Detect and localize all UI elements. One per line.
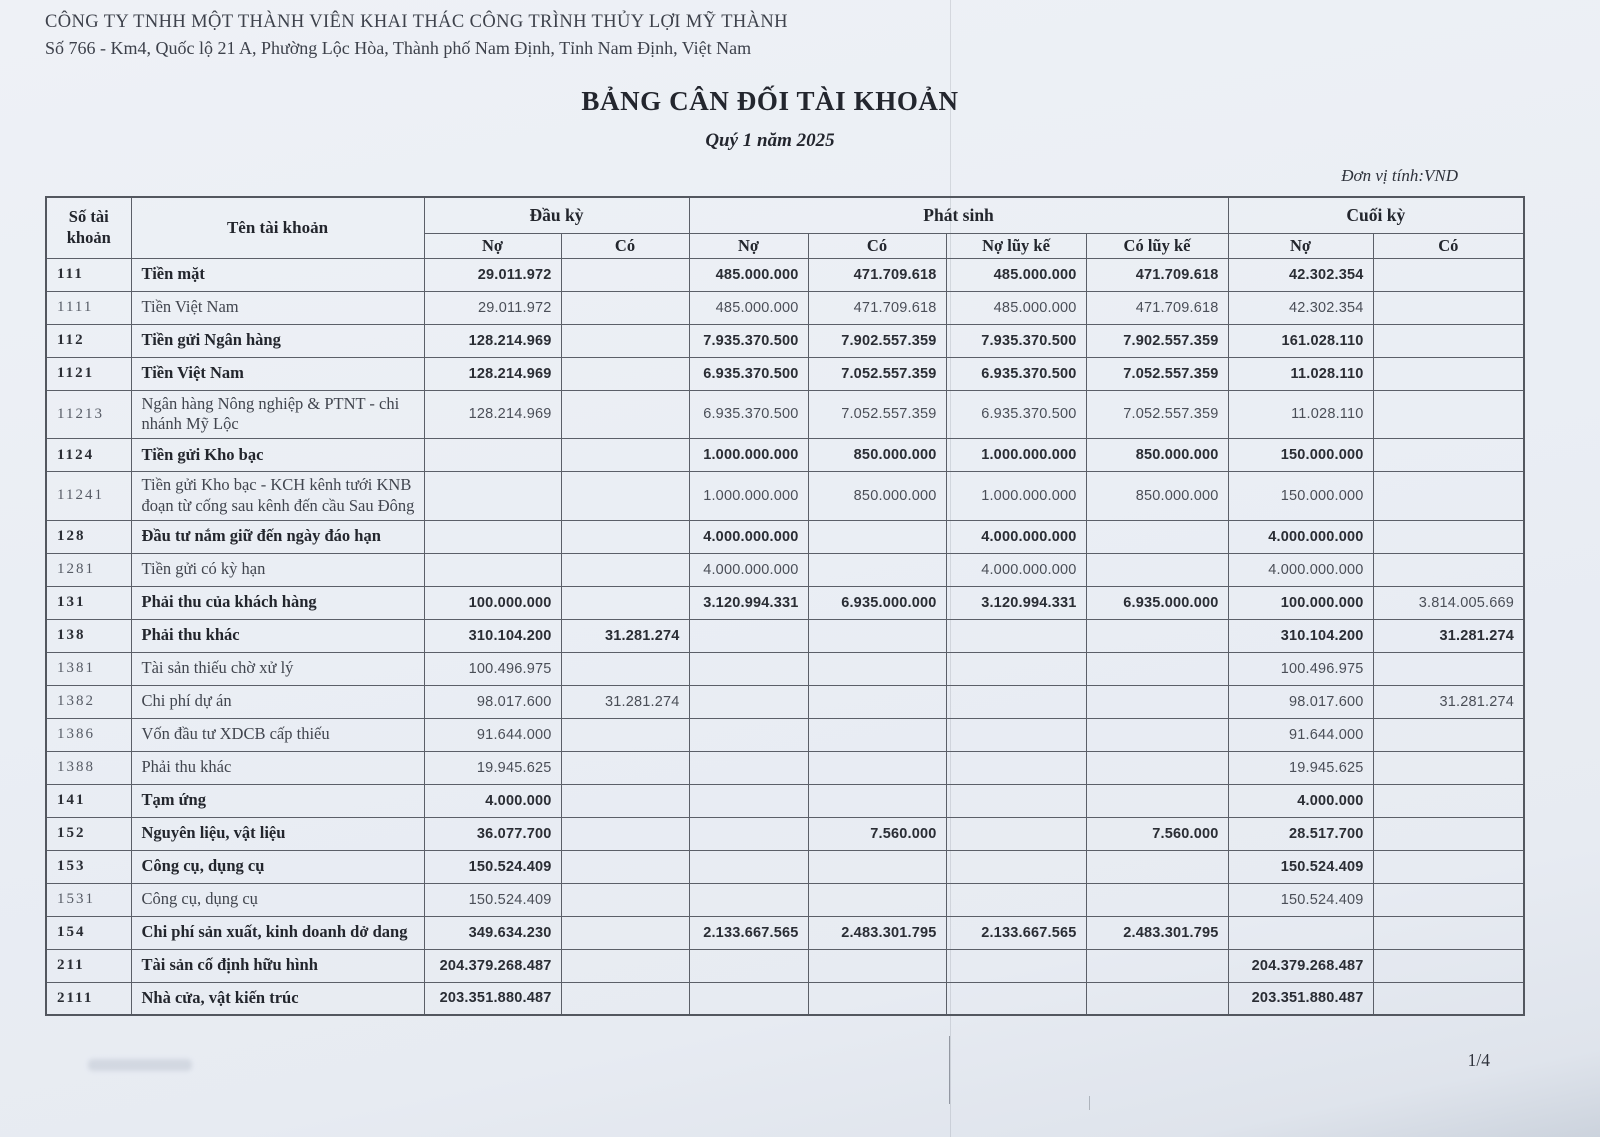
amount-cell-movement_debit_accum: 6.935.370.500 [946, 357, 1086, 390]
amount-cell-opening_debit: 29.011.972 [424, 258, 561, 291]
amount-cell-closing_debit: 28.517.700 [1228, 817, 1373, 850]
account-code-cell: 11213 [46, 390, 131, 439]
account-code-cell: 1382 [46, 685, 131, 718]
table-row [46, 586, 1524, 619]
amount-cell-closing_debit: 204.379.268.487 [1228, 949, 1373, 982]
amount-cell-opening_credit [561, 784, 689, 817]
amount-cell-opening_debit: 128.214.969 [424, 390, 561, 439]
account-code-cell: 1381 [46, 652, 131, 685]
table-row [46, 520, 1524, 553]
amount-cell-movement_debit_accum [946, 619, 1086, 652]
header-account-number: Số tài khoản [46, 197, 131, 258]
amount-cell-opening_debit: 100.000.000 [424, 586, 561, 619]
amount-cell-movement_credit_accum: 7.902.557.359 [1086, 324, 1228, 357]
amount-cell-opening_debit: 4.000.000 [424, 784, 561, 817]
account-name-cell: Tiền gửi Kho bạc [131, 439, 424, 472]
amount-cell-movement_debit_accum [946, 817, 1086, 850]
table-row [46, 784, 1524, 817]
amount-cell-movement_credit [808, 751, 946, 784]
table-row [46, 982, 1524, 1015]
header-movement-credit-accum: Có lũy kế [1086, 233, 1228, 258]
account-code-cell: 1121 [46, 357, 131, 390]
table-row [46, 916, 1524, 949]
amount-cell-movement_credit_accum [1086, 652, 1228, 685]
company-address: Số 766 - Km4, Quốc lộ 21 A, Phường Lộc Hòa, Thành phố Nam Định, Tỉnh Nam Định, Việt Nam [45, 38, 752, 58]
table-row [46, 553, 1524, 586]
amount-cell-movement_credit [808, 685, 946, 718]
account-name-cell: Ngân hàng Nông nghiệp & PTNT - chi nhánh Mỹ Lộc [131, 390, 424, 439]
amount-cell-closing_credit [1373, 439, 1524, 472]
amount-cell-opening_debit: 203.351.880.487 [424, 982, 561, 1015]
amount-cell-movement_debit [689, 850, 808, 883]
table-row [46, 850, 1524, 883]
amount-cell-closing_debit: 11.028.110 [1228, 390, 1373, 439]
amount-cell-opening_credit [561, 817, 689, 850]
amount-cell-movement_debit_accum: 6.935.370.500 [946, 390, 1086, 439]
amount-cell-closing_credit [1373, 850, 1524, 883]
amount-cell-movement_debit_accum [946, 850, 1086, 883]
amount-cell-movement_debit_accum [946, 652, 1086, 685]
account-table-body [46, 258, 1524, 1015]
amount-cell-movement_debit [689, 817, 808, 850]
account-name-cell: Tiền gửi có kỳ hạn [131, 553, 424, 586]
amount-cell-opening_debit [424, 472, 561, 521]
amount-cell-closing_debit: 91.644.000 [1228, 718, 1373, 751]
amount-cell-movement_credit: 7.052.557.359 [808, 357, 946, 390]
amount-cell-movement_credit [808, 553, 946, 586]
amount-cell-opening_credit [561, 553, 689, 586]
amount-cell-closing_credit [1373, 390, 1524, 439]
table-row [46, 439, 1524, 472]
amount-cell-opening_debit: 19.945.625 [424, 751, 561, 784]
header-opening-debit: Nợ [424, 233, 561, 258]
amount-cell-movement_credit_accum [1086, 784, 1228, 817]
account-code-cell: 152 [46, 817, 131, 850]
amount-cell-movement_credit_accum [1086, 883, 1228, 916]
account-name-cell: Nguyên liệu, vật liệu [131, 817, 424, 850]
account-name-cell: Tài sản thiếu chờ xử lý [131, 652, 424, 685]
account-code-cell: 1388 [46, 751, 131, 784]
page-title: BẢNG CÂN ĐỐI TÀI KHOẢN [581, 86, 959, 116]
amount-cell-movement_credit_accum: 850.000.000 [1086, 439, 1228, 472]
amount-cell-movement_debit_accum [946, 784, 1086, 817]
amount-cell-closing_debit: 161.028.110 [1228, 324, 1373, 357]
header-opening-group: Đầu kỳ [424, 197, 689, 233]
header-opening-credit: Có [561, 233, 689, 258]
amount-cell-closing_credit [1373, 520, 1524, 553]
amount-cell-opening_credit [561, 718, 689, 751]
stamp-smudge [88, 1059, 192, 1071]
amount-cell-opening_debit: 36.077.700 [424, 817, 561, 850]
amount-cell-closing_debit: 4.000.000.000 [1228, 553, 1373, 586]
amount-cell-movement_credit [808, 949, 946, 982]
amount-cell-movement_debit [689, 883, 808, 916]
table-row [46, 751, 1524, 784]
amount-cell-opening_credit [561, 258, 689, 291]
amount-cell-movement_debit_accum: 4.000.000.000 [946, 553, 1086, 586]
amount-cell-movement_debit: 4.000.000.000 [689, 520, 808, 553]
amount-cell-closing_credit [1373, 817, 1524, 850]
amount-cell-opening_credit [561, 982, 689, 1015]
amount-cell-closing_credit [1373, 916, 1524, 949]
account-code-cell: 1531 [46, 883, 131, 916]
amount-cell-closing_credit [1373, 472, 1524, 521]
amount-cell-movement_credit_accum [1086, 982, 1228, 1015]
account-code-cell: 211 [46, 949, 131, 982]
amount-cell-movement_credit [808, 883, 946, 916]
account-code-cell: 138 [46, 619, 131, 652]
amount-cell-closing_debit: 150.000.000 [1228, 439, 1373, 472]
amount-cell-opening_debit: 310.104.200 [424, 619, 561, 652]
amount-cell-movement_credit: 6.935.000.000 [808, 586, 946, 619]
amount-cell-closing_debit: 150.524.409 [1228, 883, 1373, 916]
amount-cell-opening_debit [424, 520, 561, 553]
amount-cell-opening_debit [424, 553, 561, 586]
amount-cell-closing_credit [1373, 258, 1524, 291]
amount-cell-opening_debit: 91.644.000 [424, 718, 561, 751]
amount-cell-opening_credit [561, 439, 689, 472]
amount-cell-closing_credit [1373, 784, 1524, 817]
amount-cell-movement_credit [808, 619, 946, 652]
amount-cell-closing_credit: 3.814.005.669 [1373, 586, 1524, 619]
amount-cell-movement_credit: 7.052.557.359 [808, 390, 946, 439]
report-period: Quý 1 năm 2025 [705, 130, 835, 151]
amount-cell-movement_debit_accum: 3.120.994.331 [946, 586, 1086, 619]
amount-cell-movement_debit_accum: 485.000.000 [946, 291, 1086, 324]
amount-cell-movement_debit_accum [946, 949, 1086, 982]
amount-cell-closing_credit: 31.281.274 [1373, 685, 1524, 718]
company-header [45, 12, 788, 59]
account-name-cell: Phải thu khác [131, 619, 424, 652]
amount-cell-movement_credit_accum [1086, 685, 1228, 718]
account-name-cell: Tiền Việt Nam [131, 291, 424, 324]
amount-cell-closing_debit: 4.000.000.000 [1228, 520, 1373, 553]
table-row [46, 685, 1524, 718]
amount-cell-movement_credit: 7.560.000 [808, 817, 946, 850]
amount-cell-opening_credit [561, 751, 689, 784]
table-row [46, 949, 1524, 982]
amount-cell-opening_debit: 128.214.969 [424, 357, 561, 390]
amount-cell-opening_debit: 128.214.969 [424, 324, 561, 357]
amount-cell-closing_credit [1373, 291, 1524, 324]
account-name-cell: Phải thu khác [131, 751, 424, 784]
amount-cell-opening_credit [561, 357, 689, 390]
amount-cell-movement_credit_accum: 7.052.557.359 [1086, 390, 1228, 439]
amount-cell-movement_debit: 7.935.370.500 [689, 324, 808, 357]
amount-cell-closing_debit: 11.028.110 [1228, 357, 1373, 390]
amount-cell-movement_credit: 850.000.000 [808, 439, 946, 472]
account-name-cell: Tạm ứng [131, 784, 424, 817]
header-movement-credit: Có [808, 233, 946, 258]
page-number: 1/4 [1467, 1050, 1490, 1070]
amount-cell-movement_credit_accum [1086, 850, 1228, 883]
table-row [46, 357, 1524, 390]
amount-cell-movement_debit [689, 982, 808, 1015]
amount-cell-closing_debit: 4.000.000 [1228, 784, 1373, 817]
amount-cell-opening_credit [561, 390, 689, 439]
amount-cell-opening_credit [561, 850, 689, 883]
table-row [46, 291, 1524, 324]
amount-cell-movement_debit: 3.120.994.331 [689, 586, 808, 619]
table-row [46, 817, 1524, 850]
amount-cell-movement_credit_accum: 471.709.618 [1086, 258, 1228, 291]
amount-cell-movement_credit [808, 784, 946, 817]
account-name-cell: Tiền gửi Ngân hàng [131, 324, 424, 357]
fold-tick-mark [1089, 1096, 1090, 1110]
header-closing-group: Cuối kỳ [1228, 197, 1524, 233]
amount-cell-opening_debit [424, 439, 561, 472]
table-row [46, 258, 1524, 291]
header-account-name: Tên tài khoản [131, 197, 424, 258]
account-name-cell: Phải thu của khách hàng [131, 586, 424, 619]
amount-cell-opening_credit [561, 291, 689, 324]
account-code-cell: 1386 [46, 718, 131, 751]
account-code-cell: 111 [46, 258, 131, 291]
amount-cell-movement_credit: 471.709.618 [808, 258, 946, 291]
amount-cell-movement_debit_accum [946, 685, 1086, 718]
account-code-cell: 141 [46, 784, 131, 817]
amount-cell-closing_debit: 203.351.880.487 [1228, 982, 1373, 1015]
amount-cell-closing_debit: 100.000.000 [1228, 586, 1373, 619]
amount-cell-closing_debit: 150.524.409 [1228, 850, 1373, 883]
amount-cell-movement_debit_accum: 485.000.000 [946, 258, 1086, 291]
amount-cell-opening_credit [561, 324, 689, 357]
amount-cell-movement_credit: 7.902.557.359 [808, 324, 946, 357]
amount-cell-opening_credit [561, 652, 689, 685]
account-name-cell: Công cụ, dụng cụ [131, 850, 424, 883]
amount-cell-closing_debit: 19.945.625 [1228, 751, 1373, 784]
amount-cell-movement_credit: 471.709.618 [808, 291, 946, 324]
amount-cell-movement_credit_accum [1086, 718, 1228, 751]
amount-cell-movement_debit: 485.000.000 [689, 258, 808, 291]
amount-cell-closing_debit: 42.302.354 [1228, 291, 1373, 324]
amount-cell-opening_credit [561, 520, 689, 553]
amount-cell-movement_debit: 6.935.370.500 [689, 357, 808, 390]
amount-cell-closing_debit: 150.000.000 [1228, 472, 1373, 521]
amount-cell-movement_debit_accum: 7.935.370.500 [946, 324, 1086, 357]
header-closing-credit: Có [1373, 233, 1524, 258]
account-name-cell: Nhà cửa, vật kiến trúc [131, 982, 424, 1015]
amount-cell-closing_debit: 310.104.200 [1228, 619, 1373, 652]
amount-cell-opening_debit: 150.524.409 [424, 883, 561, 916]
amount-cell-movement_debit [689, 949, 808, 982]
amount-cell-movement_credit_accum: 850.000.000 [1086, 472, 1228, 521]
amount-cell-closing_credit [1373, 652, 1524, 685]
account-code-cell: 128 [46, 520, 131, 553]
account-code-cell: 2111 [46, 982, 131, 1015]
table-row [46, 390, 1524, 439]
amount-cell-movement_debit: 6.935.370.500 [689, 390, 808, 439]
amount-cell-closing_credit [1373, 982, 1524, 1015]
amount-cell-movement_credit [808, 652, 946, 685]
table-row [46, 619, 1524, 652]
amount-cell-opening_debit: 150.524.409 [424, 850, 561, 883]
amount-cell-movement_credit_accum [1086, 751, 1228, 784]
amount-cell-opening_credit [561, 916, 689, 949]
amount-cell-closing_credit [1373, 883, 1524, 916]
amount-cell-closing_credit [1373, 357, 1524, 390]
amount-cell-movement_credit [808, 520, 946, 553]
account-name-cell: Công cụ, dụng cụ [131, 883, 424, 916]
amount-cell-movement_credit [808, 982, 946, 1015]
account-name-cell: Chi phí sản xuất, kinh doanh dở dang [131, 916, 424, 949]
amount-cell-opening_credit: 31.281.274 [561, 619, 689, 652]
table-row [46, 472, 1524, 521]
amount-cell-movement_debit_accum [946, 718, 1086, 751]
amount-cell-movement_debit_accum: 1.000.000.000 [946, 472, 1086, 521]
amount-cell-movement_credit: 850.000.000 [808, 472, 946, 521]
amount-cell-movement_debit [689, 685, 808, 718]
account-name-cell: Tiền mặt [131, 258, 424, 291]
table-row [46, 324, 1524, 357]
amount-cell-movement_credit: 2.483.301.795 [808, 916, 946, 949]
amount-cell-closing_credit [1373, 751, 1524, 784]
amount-cell-closing_debit: 98.017.600 [1228, 685, 1373, 718]
trial-balance-table [45, 196, 1525, 1016]
amount-cell-opening_debit: 29.011.972 [424, 291, 561, 324]
amount-cell-closing_debit: 100.496.975 [1228, 652, 1373, 685]
header-movement-debit: Nợ [689, 233, 808, 258]
amount-cell-closing_debit: 42.302.354 [1228, 258, 1373, 291]
amount-cell-movement_credit_accum: 7.560.000 [1086, 817, 1228, 850]
amount-cell-movement_debit: 1.000.000.000 [689, 439, 808, 472]
amount-cell-opening_credit: 31.281.274 [561, 685, 689, 718]
amount-cell-movement_credit_accum: 7.052.557.359 [1086, 357, 1228, 390]
amount-cell-movement_credit_accum [1086, 520, 1228, 553]
table-row [46, 718, 1524, 751]
amount-cell-movement_debit [689, 619, 808, 652]
account-code-cell: 131 [46, 586, 131, 619]
amount-cell-closing_credit [1373, 553, 1524, 586]
account-code-cell: 1124 [46, 439, 131, 472]
amount-cell-opening_credit [561, 586, 689, 619]
account-name-cell: Đầu tư nắm giữ đến ngày đáo hạn [131, 520, 424, 553]
amount-cell-closing_credit [1373, 324, 1524, 357]
header-movement-debit-accum: Nợ lũy kế [946, 233, 1086, 258]
fold-line-bottom [949, 1036, 950, 1104]
amount-cell-opening_debit: 204.379.268.487 [424, 949, 561, 982]
amount-cell-movement_debit [689, 751, 808, 784]
amount-cell-movement_debit: 2.133.667.565 [689, 916, 808, 949]
amount-cell-movement_credit_accum [1086, 553, 1228, 586]
account-name-cell: Tiền Việt Nam [131, 357, 424, 390]
amount-cell-movement_debit: 4.000.000.000 [689, 553, 808, 586]
currency-unit-label: Đơn vị tính:VND [1341, 166, 1458, 185]
header-closing-debit: Nợ [1228, 233, 1373, 258]
amount-cell-movement_debit_accum: 4.000.000.000 [946, 520, 1086, 553]
account-code-cell: 153 [46, 850, 131, 883]
amount-cell-movement_debit [689, 652, 808, 685]
amount-cell-movement_credit_accum: 471.709.618 [1086, 291, 1228, 324]
amount-cell-movement_debit: 485.000.000 [689, 291, 808, 324]
account-name-cell: Tài sản cố định hữu hình [131, 949, 424, 982]
amount-cell-movement_debit_accum: 1.000.000.000 [946, 439, 1086, 472]
amount-cell-movement_credit_accum [1086, 949, 1228, 982]
amount-cell-movement_debit: 1.000.000.000 [689, 472, 808, 521]
table-row [46, 883, 1524, 916]
amount-cell-opening_credit [561, 883, 689, 916]
amount-cell-movement_debit_accum [946, 751, 1086, 784]
amount-cell-movement_credit_accum [1086, 619, 1228, 652]
account-code-cell: 154 [46, 916, 131, 949]
amount-cell-opening_debit: 100.496.975 [424, 652, 561, 685]
company-name: CÔNG TY TNHH MỘT THÀNH VIÊN KHAI THÁC CÔNG TRÌNH THỦY LỢI MỸ THÀNH [45, 12, 788, 32]
amount-cell-movement_debit [689, 784, 808, 817]
amount-cell-movement_credit [808, 850, 946, 883]
amount-cell-closing_credit [1373, 718, 1524, 751]
amount-cell-movement_credit [808, 718, 946, 751]
amount-cell-closing_debit [1228, 916, 1373, 949]
amount-cell-opening_debit: 98.017.600 [424, 685, 561, 718]
amount-cell-closing_credit [1373, 949, 1524, 982]
amount-cell-movement_debit_accum: 2.133.667.565 [946, 916, 1086, 949]
account-code-cell: 112 [46, 324, 131, 357]
amount-cell-movement_debit_accum [946, 883, 1086, 916]
account-name-cell: Chi phí dự án [131, 685, 424, 718]
header-movement-group: Phát sinh [689, 197, 1228, 233]
table-row [46, 652, 1524, 685]
amount-cell-opening_debit: 349.634.230 [424, 916, 561, 949]
amount-cell-movement_credit_accum: 2.483.301.795 [1086, 916, 1228, 949]
amount-cell-movement_debit [689, 718, 808, 751]
account-code-cell: 1281 [46, 553, 131, 586]
amount-cell-movement_debit_accum [946, 982, 1086, 1015]
account-code-cell: 1111 [46, 291, 131, 324]
amount-cell-opening_credit [561, 949, 689, 982]
account-name-cell: Vốn đầu tư XDCB cấp thiếu [131, 718, 424, 751]
amount-cell-opening_credit [561, 472, 689, 521]
table-header [46, 197, 1524, 258]
amount-cell-closing_credit: 31.281.274 [1373, 619, 1524, 652]
amount-cell-movement_credit_accum: 6.935.000.000 [1086, 586, 1228, 619]
account-name-cell: Tiền gửi Kho bạc - KCH kênh tưới KNB đoạn từ cống sau kênh đến cầu Sau Đông [131, 472, 424, 521]
account-code-cell: 11241 [46, 472, 131, 521]
